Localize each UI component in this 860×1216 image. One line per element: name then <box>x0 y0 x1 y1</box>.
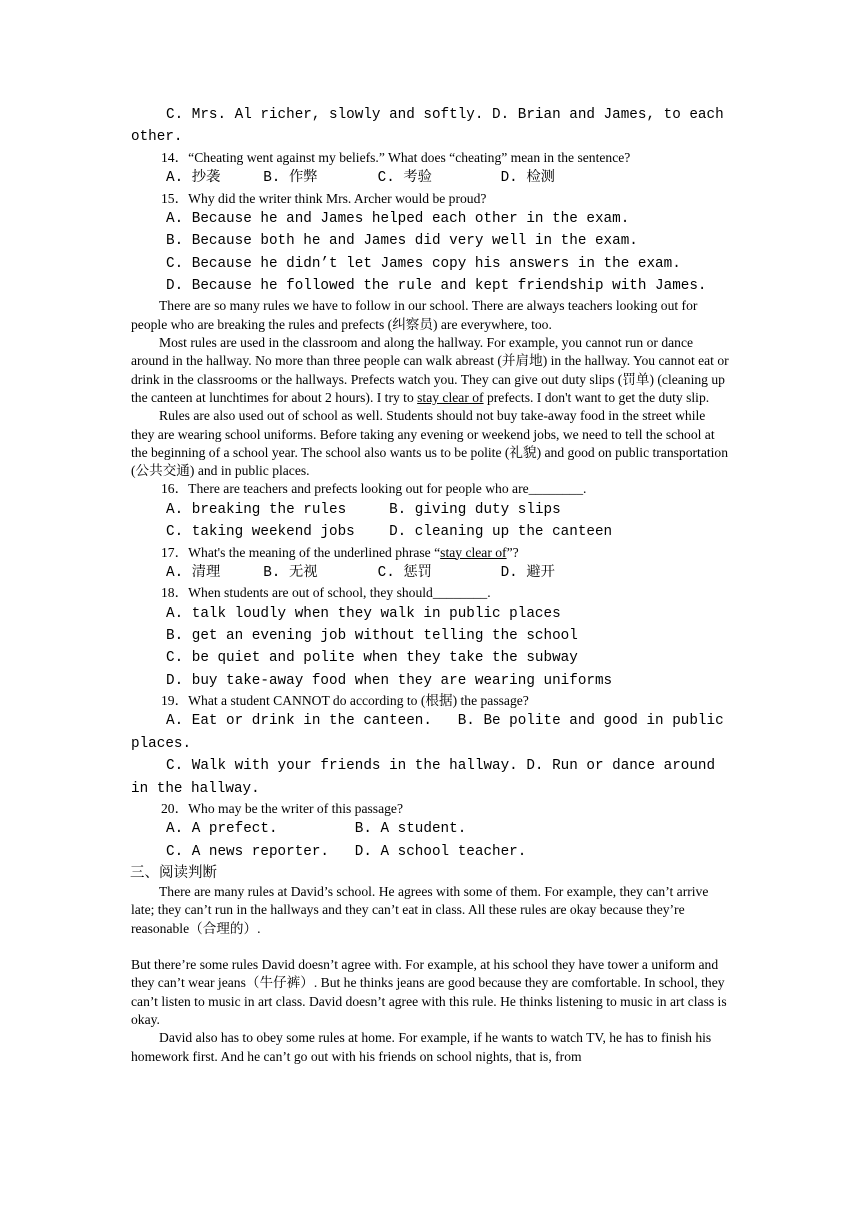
question-19-options-ab: A. Eat or drink in the canteen. B. Be polite and good in public places. <box>131 713 733 752</box>
question-16: 16．There are teachers and prefects looking out for people who are________. <box>161 481 587 497</box>
question-17-options: A. 清理 B. 无视 C. 惩罚 D. 避开 <box>166 564 555 581</box>
question-14: 14．“Cheating went against my beliefs.” What does “cheating” mean in the sentence? <box>161 149 631 165</box>
paragraph-2-text: Most rules are used in the classroom and along the hallway. For example, you cannot run or dance around in the hallway. No more than three people can walk abreast (并肩地) in the hallway. You cannot eat or drink in the classrooms or the hallways. Prefects watch you. They can give out duty slips (罚单) (cleaning up the canteen at lunchtimes for about 2 hours). I try to <box>131 335 729 405</box>
passage-paragraph-2 <box>131 334 731 407</box>
question-20-options-cd: C. A news reporter. D. A school teacher. <box>166 843 527 860</box>
question-18-option-a: A. talk loudly when they walk in public places <box>166 605 561 622</box>
passage-paragraph-3: Rules are also used out of school as well. Students should not buy take-away food in the street while they are wearing school uniforms. Before taking any evening or weekend jobs, we need to tell the school at the beginning of a school year. The school also wants us to be polite (礼貌) and good on public transportation (公共交通) and in public places. <box>131 408 729 479</box>
reading-paragraph-3: David also has to obey some rules at home. For example, if he wants to watch TV, he has to finish his homework first. And he can’t go out with his friends on school nights, that is, from <box>131 1030 712 1064</box>
question-16-options-cd: C. taking weekend jobs D. cleaning up the canteen <box>166 524 613 541</box>
question-18: 18．When students are out of school, they should________. <box>161 585 491 601</box>
paragraph-gap <box>131 938 731 956</box>
question-15-option-a: A. Because he and James helped each other in the exam. <box>166 210 630 227</box>
question-15: 15．Why did the writer think Mrs. Archer would be proud? <box>161 190 487 206</box>
question-18-option-c: C. be quiet and polite when they take the subway <box>166 650 578 667</box>
passage-paragraph-1: There are so many rules we have to follow in our school. There are always teachers looking out for people who are breaking the rules and prefects (纠察员) are everywhere, too. <box>131 298 698 332</box>
question-15-option-d: D. Because he followed the rule and kept friendship with James. <box>166 278 707 295</box>
document-page <box>131 104 731 1066</box>
question-15-option-b: B. Because both he and James did very well in the exam. <box>166 233 638 250</box>
question-18-option-d: D. buy take-away food when they are wearing uniforms <box>166 672 613 689</box>
reading-paragraph-2: But there’re some rules David doesn’t agree with. For example, at his school they have tower a uniform and they can’t wear jeans（牛仔裤）. But he thinks jeans are good because they are comfortable. In school, they can’t listen to music in art class. David doesn’t agree with this rule. He thinks listening to music in art class is okay. <box>131 957 727 1027</box>
question-15-option-c: C. Because he didn’t let James copy his answers in the exam. <box>166 255 681 272</box>
question-17-text: 17．What's the meaning of the underlined phrase “ <box>161 544 441 560</box>
question-17-underlined: stay clear of <box>440 544 507 560</box>
question-20: 20．Who may be the writer of this passage? <box>161 801 403 817</box>
underlined-phrase: stay clear of <box>417 389 484 405</box>
question-17 <box>131 544 731 562</box>
question-17-end: ”? <box>506 544 519 560</box>
question-16-options-ab: A. breaking the rules B. giving duty slips <box>166 501 561 518</box>
question-19-options-cd: C. Walk with your friends in the hallway. D. Run or dance around in the hallway. <box>131 758 716 797</box>
question-14-options: A. 抄袭 B. 作弊 C. 考验 D. 检测 <box>166 170 555 187</box>
question-20-options-ab: A. A prefect. B. A student. <box>166 821 467 838</box>
section-heading-reading-judgment: 三、阅读判断 <box>130 865 217 882</box>
paragraph-2-end: prefects. I don't want to get the duty slip. <box>483 389 710 405</box>
q13-options-cd: C. Mrs. Al richer, slowly and softly. D. Brian and James, to each other. <box>131 107 724 146</box>
reading-paragraph-1: There are many rules at David’s school. He agrees with some of them. For example, they can’t arrive late; they can’t run in the hallways and they can’t eat in class. All these rules are okay because they’re reasonable（合理的）. <box>131 884 709 936</box>
question-19: 19．What a student CANNOT do according to (根据) the passage? <box>161 693 529 709</box>
question-18-option-b: B. get an evening job without telling the school <box>166 627 578 644</box>
